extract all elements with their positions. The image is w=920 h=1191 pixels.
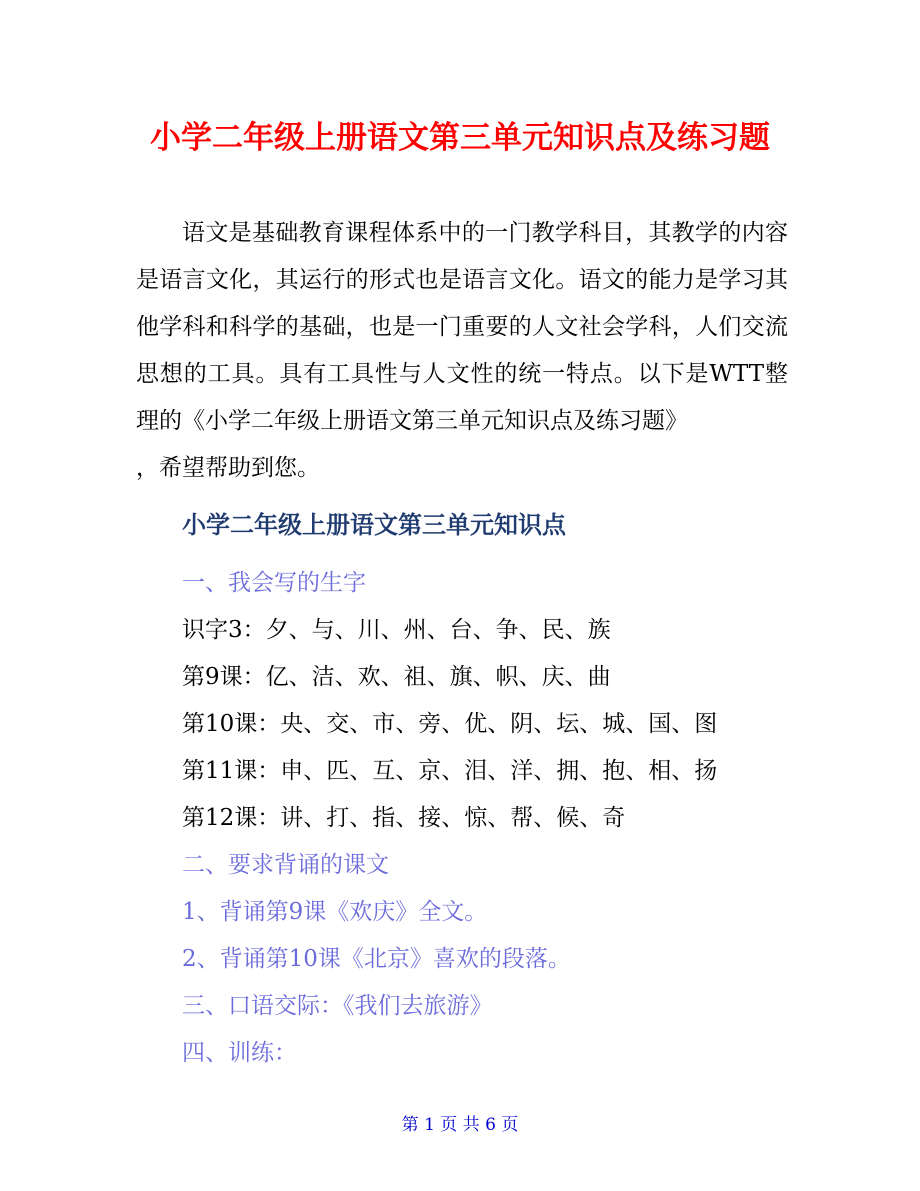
intro-paragraph xyxy=(136,210,788,492)
outline-heading-recitation: 二、要求背诵的课文 xyxy=(182,852,389,878)
character-list-lesson-9: 第9课：亿、洁、欢、祖、旗、帜、庆、曲 xyxy=(182,664,611,690)
recitation-item-1: 1、背诵第9课《欢庆》全文。 xyxy=(182,899,488,925)
character-list-lesson-12: 第12课：讲、打、指、接、惊、帮、候、奇 xyxy=(182,805,626,831)
section-heading: 小学二年级上册语文第三单元知识点 xyxy=(182,511,566,539)
document-title: 小学二年级上册语文第三单元知识点及练习题 xyxy=(150,120,770,156)
outline-heading-writing: 一、我会写的生字 xyxy=(182,570,366,596)
outline-heading-oral: 三、口语交际：《我们去旅游》 xyxy=(182,993,493,1019)
character-list-lesson-10: 第10课：央、交、市、旁、优、阴、坛、城、国、图 xyxy=(182,711,718,737)
outline-heading-practice: 四、训练： xyxy=(182,1040,297,1066)
character-list-lesson-3: 识字3：夕、与、川、州、台、争、民、族 xyxy=(182,617,611,643)
recitation-item-2: 2、背诵第10课《北京》喜欢的段落。 xyxy=(182,946,571,972)
character-list-lesson-11: 第11课：申、匹、互、京、泪、洋、拥、抱、相、扬 xyxy=(182,758,718,784)
intro-text-tail: ，希望帮助到您。 xyxy=(136,455,320,481)
page-number-footer: 第 1 页 共 6 页 xyxy=(401,1115,519,1135)
intro-text: 语文是基础教育课程体系中的一门教学科目，其教学的内容是语言文化，其运行的形式也是语言文化。语文的能力是学习其他学科和科学的基础，也是一门重要的人文社会学科，人们交流思想的工具。具有工具性与人文性的统一特点。以下是WTT整理的《小学二年级上册语文第三单元知识点及练习题》 xyxy=(136,220,788,434)
